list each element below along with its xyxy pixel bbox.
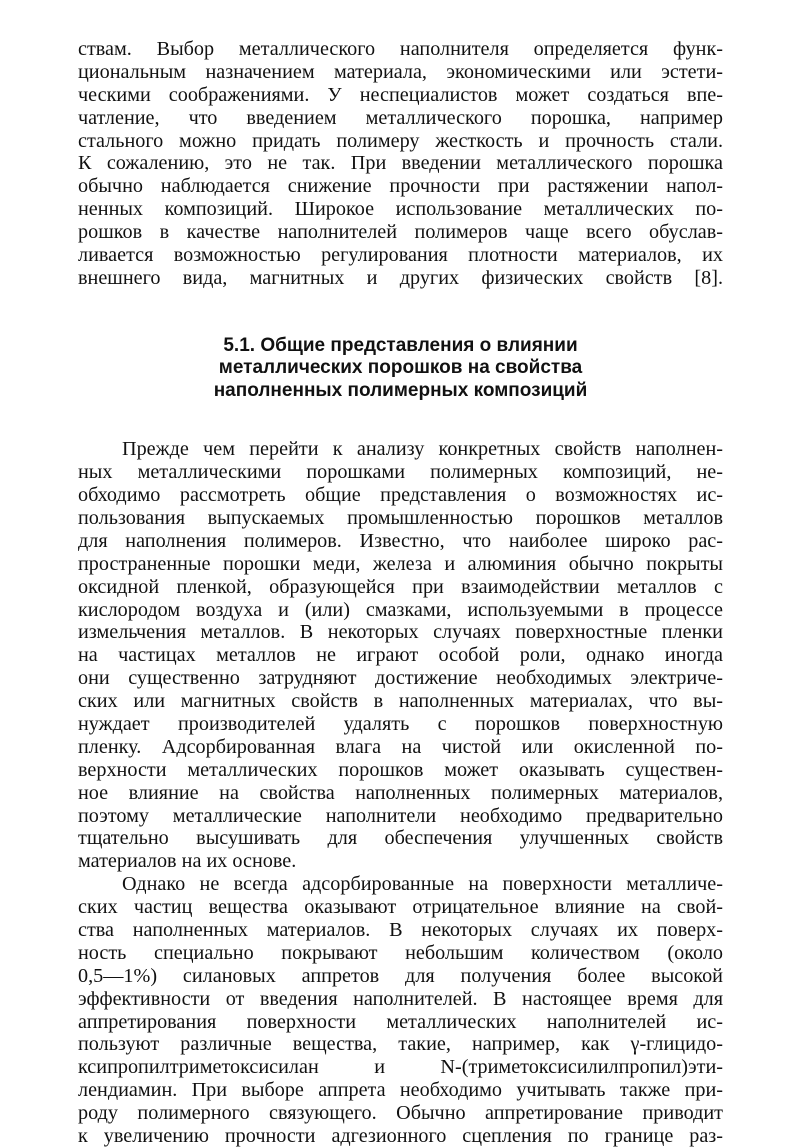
text-line: к увеличению прочности адгезионного сцепления по границе раз- — [78, 1125, 723, 1148]
text-line: лендиамин. При выборе аппрета необходимо учитывать также при- — [78, 1079, 723, 1102]
text-line: чатление, что введением металлического порошка, например — [78, 106, 723, 129]
text-line: оксидной пленкой, образующейся при взаимодействии металлов с — [78, 575, 723, 598]
text-line: измельчения металлов. В некоторых случаях поверхностные пленки — [78, 621, 723, 644]
text-line: для наполнения полимеров. Известно, что наиболее широко рас- — [78, 529, 723, 552]
text-line: 0,5—1%) силановых аппретов для получения более высокой — [78, 964, 723, 987]
text-line: обходимо рассмотреть общие представления о возможностях ис- — [78, 484, 723, 507]
heading-line: металлических порошков на свойства — [218, 357, 583, 379]
text-line: внешнего вида, магнитных и других физических свойств [8]. — [78, 266, 723, 289]
text-line: ских частиц вещества оказывают отрицательное влияние на свой- — [78, 896, 723, 919]
text-line: ствам. Выбор металлического наполнителя определяется функ- — [78, 38, 723, 60]
text-line: ность специально покрывают небольшим количеством (около — [78, 941, 723, 964]
text-line: эффективности от введения наполнителей. В настоящее время для — [78, 987, 723, 1010]
text-line: пользования выпускаемых промышленностью порошков металлов — [78, 506, 723, 529]
heading-line: наполненных полимерных композиций — [213, 379, 588, 401]
text-line: ливается возможностью регулирования плотности материалов, их — [78, 244, 723, 267]
text-line: рошков в качестве наполнителей полимеров чаще всего обуслав- — [78, 221, 723, 244]
text-line: обычно наблюдается снижение прочности при растяжении напол- — [78, 175, 723, 198]
text-line: поэтому металлические наполнители необходимо предварительно — [78, 804, 723, 827]
text-line: Однако не всегда адсорбированные на поверхности металличе- — [122, 873, 723, 896]
text-line: верхности металлических порошков может оказывать существен- — [78, 758, 723, 781]
text-line: материалов на их основе. — [78, 850, 297, 873]
text-line: стального можно придать полимеру жесткость и прочность стали. — [78, 129, 723, 152]
text-line: пользуют различные вещества, такие, например, как γ-глицидо- — [78, 1033, 723, 1056]
text-line: ксипропилтриметоксисилан и N-(триметоксисилилпропил)эти- — [78, 1056, 723, 1079]
text-line: на частицах металлов не играют особой роли, однако иногда — [78, 644, 723, 667]
section-heading — [78, 335, 723, 403]
text-line: ное влияние на свойства наполненных полимерных материалов, — [78, 781, 723, 804]
heading-line: 5.1. Общие представления о влиянии — [223, 334, 578, 356]
text-line: К сожалению, это не так. При введении металлического порошка — [78, 152, 723, 175]
text-line: роду полимерного связующего. Обычно аппретирование приводит — [78, 1102, 723, 1125]
text-line: они существенно затрудняют достижение необходимых электриче- — [78, 667, 723, 690]
text-line: ческими соображениями. У неспециалистов может создаться впе- — [78, 83, 723, 106]
intro-paragraph — [78, 38, 723, 290]
text-line: пространенные порошки меди, железа и алюминия обычно покрыты — [78, 552, 723, 575]
text-line: ненных композиций. Широкое использование металлических по- — [78, 198, 723, 221]
text-line: ных металлическими порошками полимерных композиций, не- — [78, 461, 723, 484]
text-line: тщательно высушивать для обеспечения улучшенных свойств — [78, 827, 723, 850]
text-line: нуждает производителей удалять с порошков поверхностную — [78, 712, 723, 735]
text-line: кислородом воздуха и (или) смазками, используемыми в процессе — [78, 598, 723, 621]
text-line: ства наполненных материалов. В некоторых случаях их поверх- — [78, 919, 723, 941]
paragraph-1 — [78, 438, 723, 873]
paragraph-2 — [78, 873, 723, 1148]
text-line: циональным назначением материала, экономическими или эстети- — [78, 60, 723, 83]
text-line: пленку. Адсорбированная влага на чистой или окисленной по- — [78, 735, 723, 758]
text-line: Прежде чем перейти к анализу конкретных свойств наполнен- — [122, 438, 723, 461]
text-line: аппретирования поверхности металлических наполнителей ис- — [78, 1010, 723, 1033]
book-page — [78, 38, 723, 1148]
text-line: ских или магнитных свойств в наполненных материалах, что вы- — [78, 690, 723, 713]
